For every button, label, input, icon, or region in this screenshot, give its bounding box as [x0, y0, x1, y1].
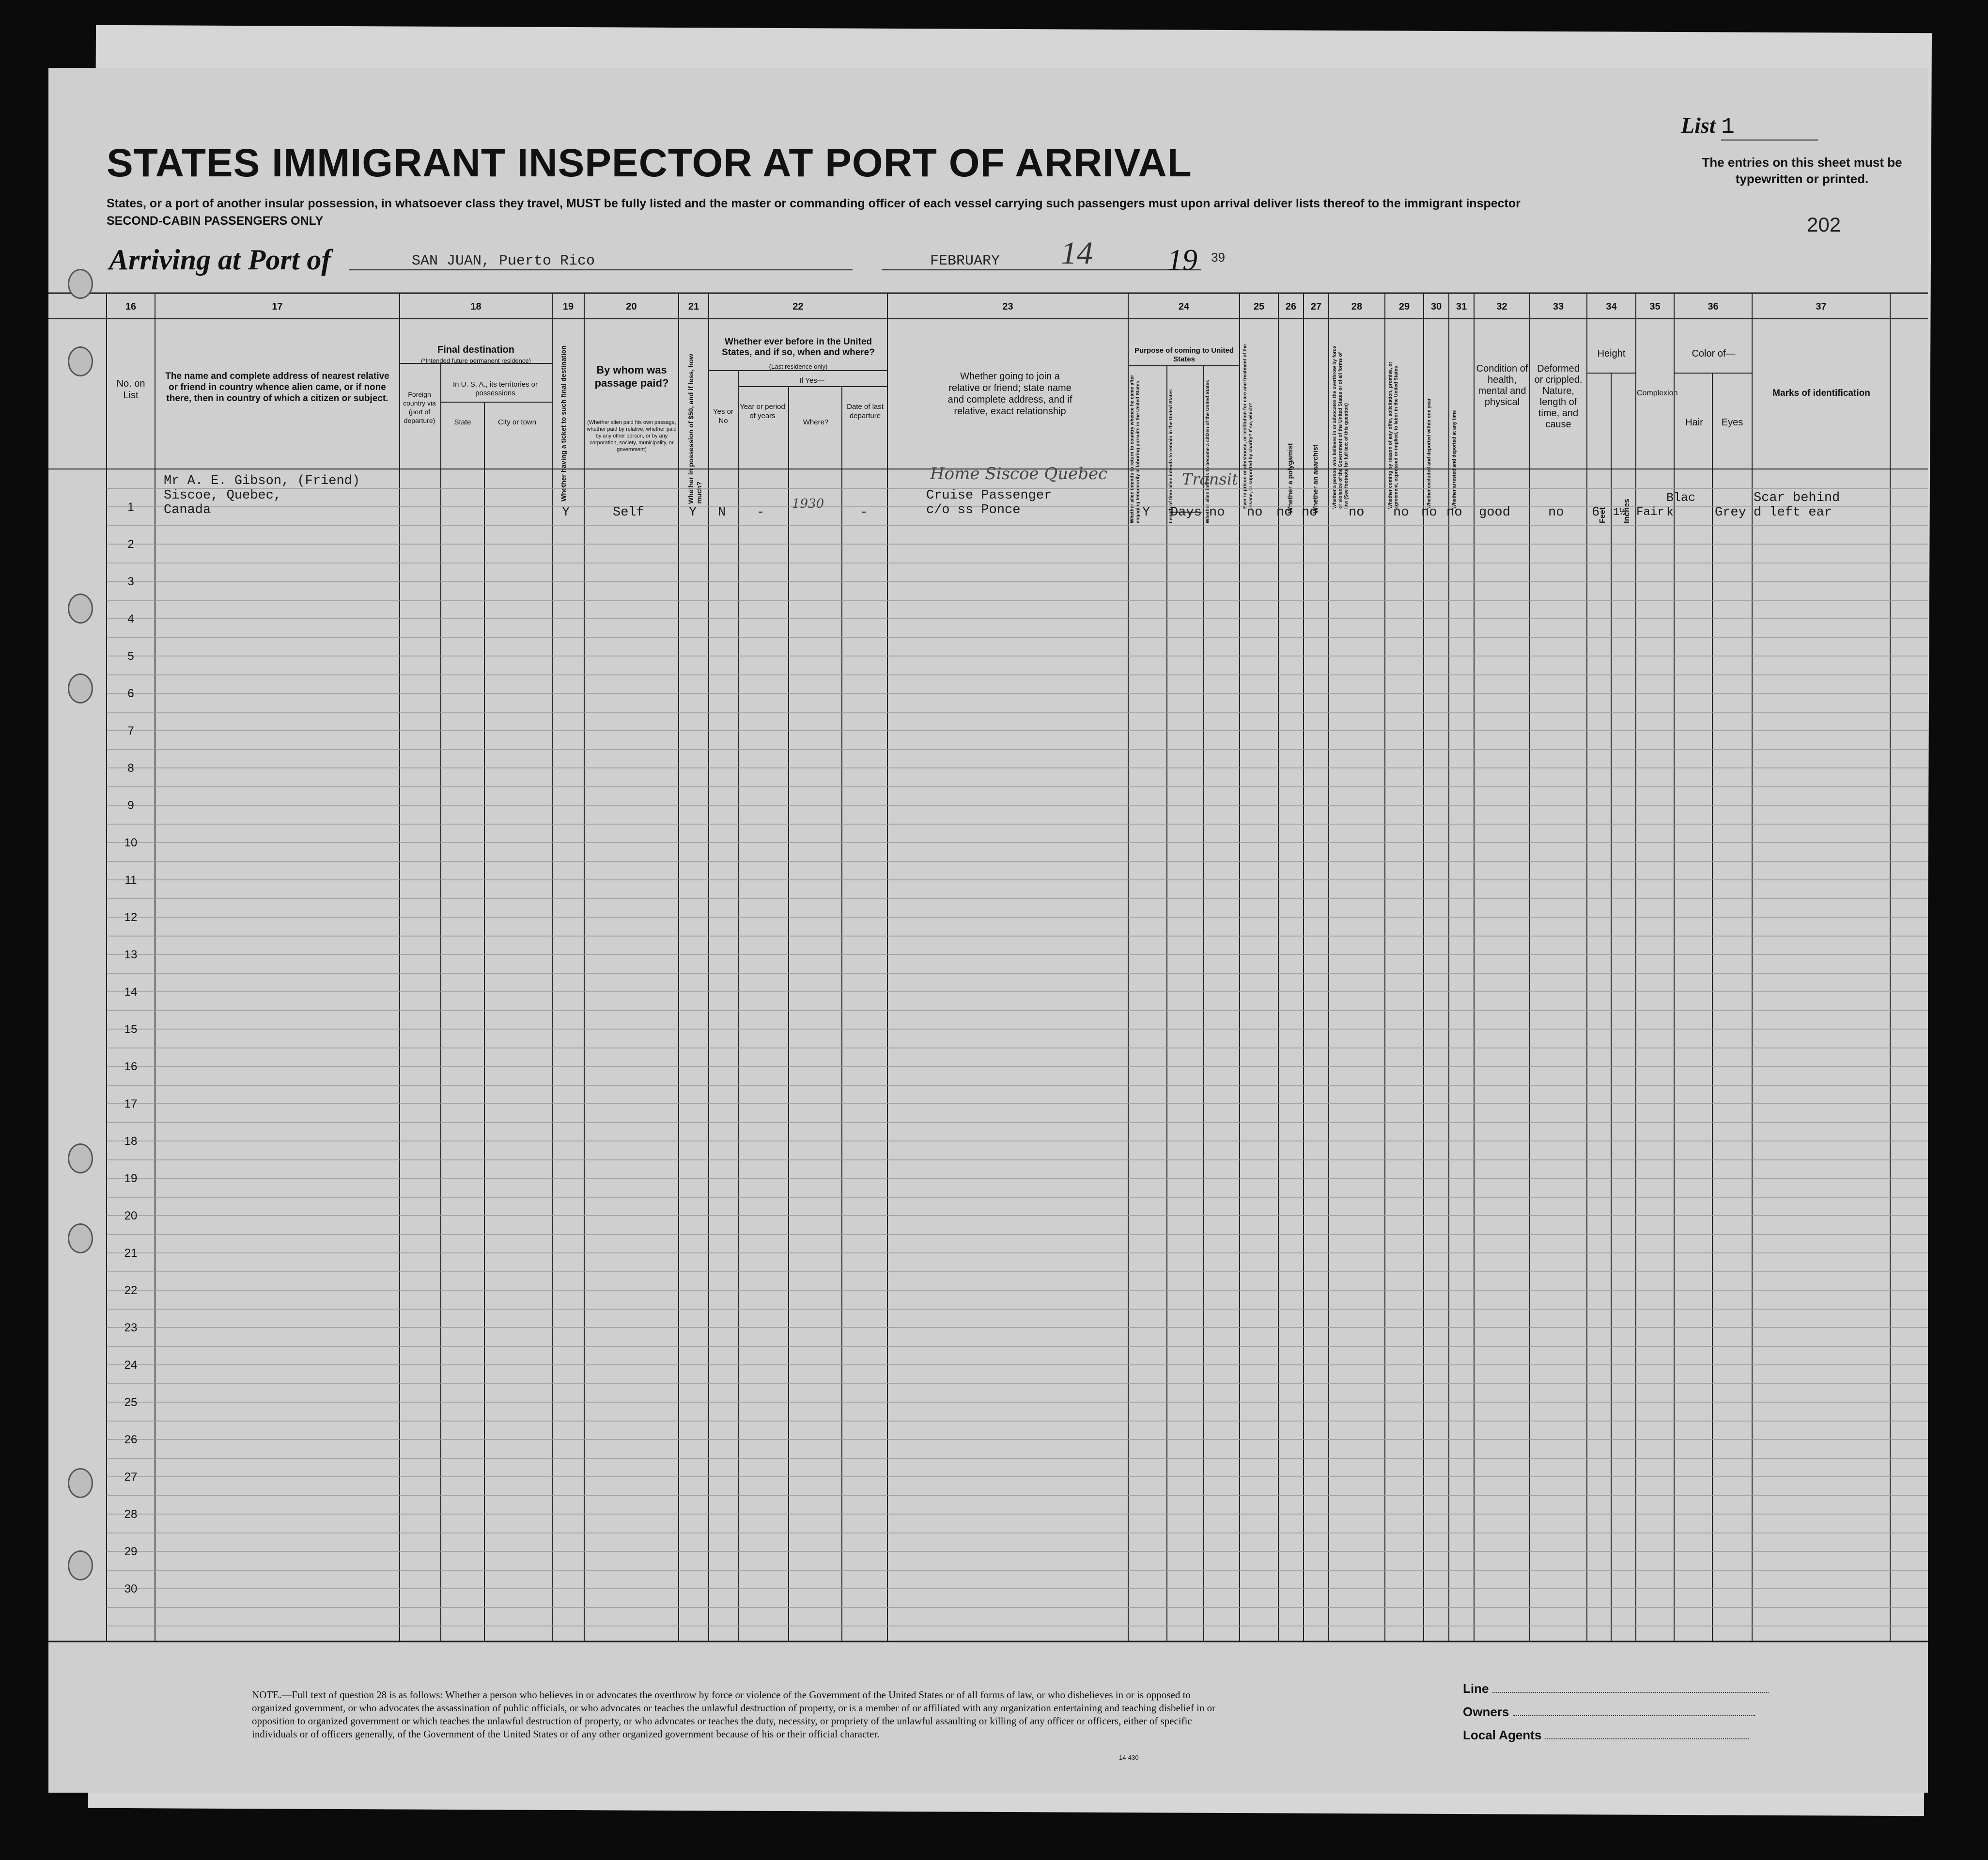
- punch-hole: [68, 1550, 93, 1580]
- header-ticket: Whether having a ticket to such final destination: [559, 345, 567, 501]
- row-number: 26: [124, 1433, 138, 1446]
- col-num-29: 29: [1398, 301, 1410, 312]
- header-final-destination-sub: (*Intended future permanent residence): [421, 357, 531, 364]
- inches-value: 1½: [1613, 506, 1626, 518]
- col-num-16: 16: [125, 301, 137, 312]
- header-height: Height: [1597, 348, 1626, 359]
- line-signature: Line: [1463, 1681, 1769, 1696]
- citizen-value: no: [1209, 505, 1225, 520]
- feet-value: 6: [1592, 505, 1600, 520]
- marks-line2: d left ear: [1754, 505, 1833, 520]
- header-yes-no: Yes or No: [713, 407, 733, 425]
- header-become-citizen: Whether alien intends to become a citizen of the United States: [1205, 380, 1211, 523]
- header-no-on-list: No. on List: [116, 378, 145, 401]
- joining-line1: Cruise Passenger: [926, 488, 1052, 503]
- header-purpose: Purpose of coming to United States: [1134, 346, 1234, 363]
- labor-offer-value: no: [1393, 505, 1409, 520]
- row-number: 4: [127, 612, 134, 625]
- col-num-19: 19: [562, 301, 574, 312]
- anarchist-value: no: [1302, 505, 1318, 520]
- header-if-yes: If Yes—: [799, 376, 824, 385]
- row-number: 20: [124, 1209, 138, 1222]
- row-number: 15: [124, 1023, 138, 1036]
- form-grid: [48, 68, 1928, 1793]
- header-marks: Marks of identification: [1772, 388, 1870, 398]
- header-complexion: Complexion: [1637, 389, 1678, 397]
- row-number: 19: [124, 1172, 138, 1185]
- excluded-value: no: [1421, 505, 1437, 520]
- row-number: 29: [124, 1545, 138, 1558]
- header-hair: Hair: [1685, 417, 1703, 428]
- row-number: 9: [127, 799, 134, 812]
- arrival-month: FEBRUARY: [882, 253, 1201, 270]
- arrival-year-suffix: 39: [1211, 250, 1225, 265]
- page-title: STATES IMMIGRANT INSPECTOR AT PORT OF ARRIVAL: [107, 141, 1192, 185]
- arrival-year-prefix: 19: [1167, 244, 1197, 277]
- marks-line1: Scar behind: [1754, 491, 1840, 505]
- page-number: 202: [1807, 213, 1841, 236]
- row-number: 3: [127, 575, 134, 588]
- header-final-destination: Final destination: [437, 344, 514, 355]
- row-number: 23: [124, 1321, 138, 1334]
- punch-hole: [68, 594, 93, 624]
- complexion-value: Fair: [1636, 506, 1664, 519]
- header-years: Year or period of years: [740, 403, 785, 420]
- col-num-34: 34: [1606, 301, 1617, 312]
- col-num-24: 24: [1178, 301, 1190, 312]
- local-agents-signature: Local Agents: [1463, 1728, 1749, 1743]
- handwritten-address: Home Siscoe Quebec: [930, 464, 1108, 484]
- row-number: 21: [124, 1247, 138, 1260]
- overthrow-value: no: [1349, 505, 1365, 520]
- col-num-23: 23: [1002, 301, 1013, 312]
- row-number: 1: [127, 500, 134, 514]
- polygamist-value: no: [1276, 505, 1292, 520]
- row-number: 6: [127, 687, 134, 700]
- eyes-value: Grey: [1715, 505, 1746, 520]
- row-number: 17: [124, 1097, 138, 1110]
- row-number: 13: [124, 948, 138, 961]
- row-number: 12: [124, 911, 138, 924]
- header-feet: Feet: [1599, 507, 1607, 523]
- punch-hole: [68, 1223, 93, 1253]
- row-number: 7: [127, 724, 134, 737]
- col-num-22: 22: [792, 301, 804, 312]
- header-inches: Inches: [1623, 499, 1631, 523]
- relative-address-line2: Siscoe, Quebec,: [164, 488, 282, 503]
- row-number: 16: [124, 1060, 138, 1073]
- manifest-sheet: [48, 68, 1928, 1793]
- row-number: 28: [124, 1508, 138, 1521]
- form-number: 14-430: [1119, 1754, 1139, 1761]
- col-num-25: 25: [1253, 301, 1265, 312]
- col-num-36: 36: [1708, 301, 1719, 312]
- header-intend-return: Whether alien intends to return to country whence he came after engaging temporarily in laboring pursuits in the United States: [1130, 375, 1141, 523]
- punch-hole: [68, 1468, 93, 1498]
- header-excluded: Whether excluded and deported within one year: [1427, 398, 1432, 509]
- header-overthrow: Whether a person who believes in or advocates the overthrow by force or violence of the Government of the United States or of all forms of law (See footnote for full text of this question): [1332, 345, 1349, 509]
- col-num-18: 18: [470, 301, 481, 312]
- row-number: 11: [124, 874, 137, 887]
- header-where: Where?: [803, 418, 829, 426]
- joining-line2: c/o ss Ponce: [926, 503, 1021, 517]
- punch-hole: [68, 673, 93, 703]
- col-num-31: 31: [1456, 301, 1467, 312]
- prison-value: no: [1247, 505, 1263, 520]
- paid-by-value: Self: [613, 505, 644, 520]
- row-number: 22: [124, 1284, 138, 1297]
- deformed-value: no: [1548, 505, 1564, 520]
- row-number: 10: [124, 836, 138, 849]
- handwritten-transit: Transit: [1182, 470, 1238, 488]
- before-years-value: -: [757, 505, 765, 520]
- header-labor-offer: Whether coming by reason of any offer, solicitation, promise, or agreement, expressed or implied, to labor in the United States: [1388, 361, 1399, 509]
- punch-hole: [68, 269, 93, 299]
- header-city: City or town: [497, 418, 537, 426]
- before-yes-no-value: N: [718, 505, 726, 520]
- list-number: List 1: [1681, 112, 1818, 141]
- header-ever-before: Whether ever before in the United States, and if so, when and where?: [722, 337, 875, 358]
- relative-address-line3: Canada: [164, 503, 211, 517]
- handwritten-year: 1930: [792, 497, 824, 511]
- col-num-37: 37: [1816, 301, 1827, 312]
- col-num-26: 26: [1285, 301, 1297, 312]
- arrival-port: SAN JUAN, Puerto Rico: [349, 253, 853, 270]
- col-num-28: 28: [1351, 301, 1363, 312]
- arriving-label: Arriving at Port of: [109, 244, 331, 276]
- owners-signature: Owners: [1463, 1704, 1755, 1719]
- typewritten-note: The entries on this sheet must be typewritten or printed.: [1702, 155, 1902, 186]
- header-polygamist: Whether a polygamist: [1286, 443, 1294, 514]
- col-num-32: 32: [1496, 301, 1507, 312]
- header-passage-paid-sub: (Whether alien paid his own passage, whether paid by relative, whether paid by any other person, or by any corporation, society, municipality, or government): [587, 420, 677, 453]
- intend-return-value: Y: [1142, 505, 1150, 520]
- row-number: 8: [127, 762, 134, 775]
- header-state: State: [454, 418, 471, 426]
- col-num-27: 27: [1310, 301, 1322, 312]
- arrival-day: 14: [1061, 235, 1093, 271]
- header-foreign-country: Foreign country via (port of departure)—: [403, 391, 436, 433]
- header-length-of-stay: Length of time alien intends to remain in the United States: [1168, 389, 1174, 523]
- footnote-question-28: NOTE.—Full text of question 28 is as follows: Whether a person who believes in or advocates the overthrow by force or violence of the Government of the United States or of all forms of law, or who disbelieves in or is opposed to organized government, or who advocates the assassination of public officials, or who advocates or teaches the unlawful destruction of property, or is a member of or affiliated with any organization entertaining and teaching disbelief in or opposition to organized government or which teaches the unlawful destruction of property, or who advocates or teaches the duty, necessity, or propriety of the unlawful assaulting or killing of any officer or officers, either of specific individuals or of officers generally, of the Government of the United States or of any other organized government because of his or their official character.: [252, 1689, 1216, 1740]
- relative-address-line1: Mr A. E. Gibson, (Friend): [164, 474, 360, 488]
- header-last-residence: (Last residence only): [769, 363, 828, 370]
- punch-hole: [68, 1143, 93, 1173]
- header-in-usa: In U. S. A., its territories or possessions: [452, 380, 538, 397]
- col-num-17: 17: [272, 301, 283, 312]
- header-fifty-dollars: Whether in possession of $50, and if less, how much?: [687, 354, 703, 504]
- row-number: 27: [124, 1470, 138, 1484]
- header-eyes: Eyes: [1721, 417, 1743, 428]
- header-passage-paid: By whom was passage paid?: [594, 364, 669, 389]
- health-value: good: [1479, 505, 1510, 520]
- header-color-of: Color of—: [1692, 348, 1736, 359]
- header-going-to-join: Whether going to join a relative or friend; state name and complete address, and if relative, exact relationship: [947, 371, 1072, 417]
- col-num-21: 21: [688, 301, 699, 312]
- length-of-stay-value: Days: [1170, 505, 1202, 520]
- has-fifty-value: Y: [689, 505, 697, 520]
- instructions: States, or a port of another insular possession, in whatsoever class they travel, MUST be fully listed and the master or commanding officer of each vessel carrying such passengers must upon arrival deliver lists thereof to the immigrant inspector SECOND-CABIN PASSENGERS ONLY: [107, 197, 1521, 228]
- header-date-departure: Date of last departure: [847, 403, 884, 420]
- row-number: 24: [124, 1359, 138, 1372]
- row-number: 5: [127, 650, 134, 663]
- row-number: 25: [124, 1396, 138, 1409]
- row-number: 2: [127, 538, 134, 551]
- col-num-30: 30: [1430, 301, 1442, 312]
- before-date-value: -: [860, 505, 868, 520]
- header-deformed: Deformed or crippled. Nature, length of time, and cause: [1534, 363, 1583, 430]
- row-number: 14: [124, 985, 138, 999]
- header-health: Condition of health, mental and physical: [1476, 363, 1528, 407]
- row-number: 30: [124, 1582, 138, 1595]
- col-num-33: 33: [1553, 301, 1564, 312]
- header-anarchist: Whether an anarchist: [1311, 444, 1319, 514]
- col-num-20: 20: [626, 301, 637, 312]
- col-num-35: 35: [1649, 301, 1661, 312]
- header-nearest-relative: The name and complete address of nearest relative or friend in country whence alien came, or if none there, then in country of which a citizen or subject.: [165, 371, 389, 404]
- hair-value: Black: [1666, 491, 1696, 519]
- header-prison: Ever in prison or almshouse, or institution for care and treatment of the insane, or supported by charity? If so, which?: [1242, 344, 1254, 509]
- arrested-value: no: [1446, 505, 1462, 520]
- header-arrested: Whether arrested and deported at any time: [1452, 410, 1457, 509]
- ticket-value: Y: [562, 505, 570, 520]
- row-number: 18: [124, 1135, 138, 1148]
- punch-hole: [68, 346, 93, 376]
